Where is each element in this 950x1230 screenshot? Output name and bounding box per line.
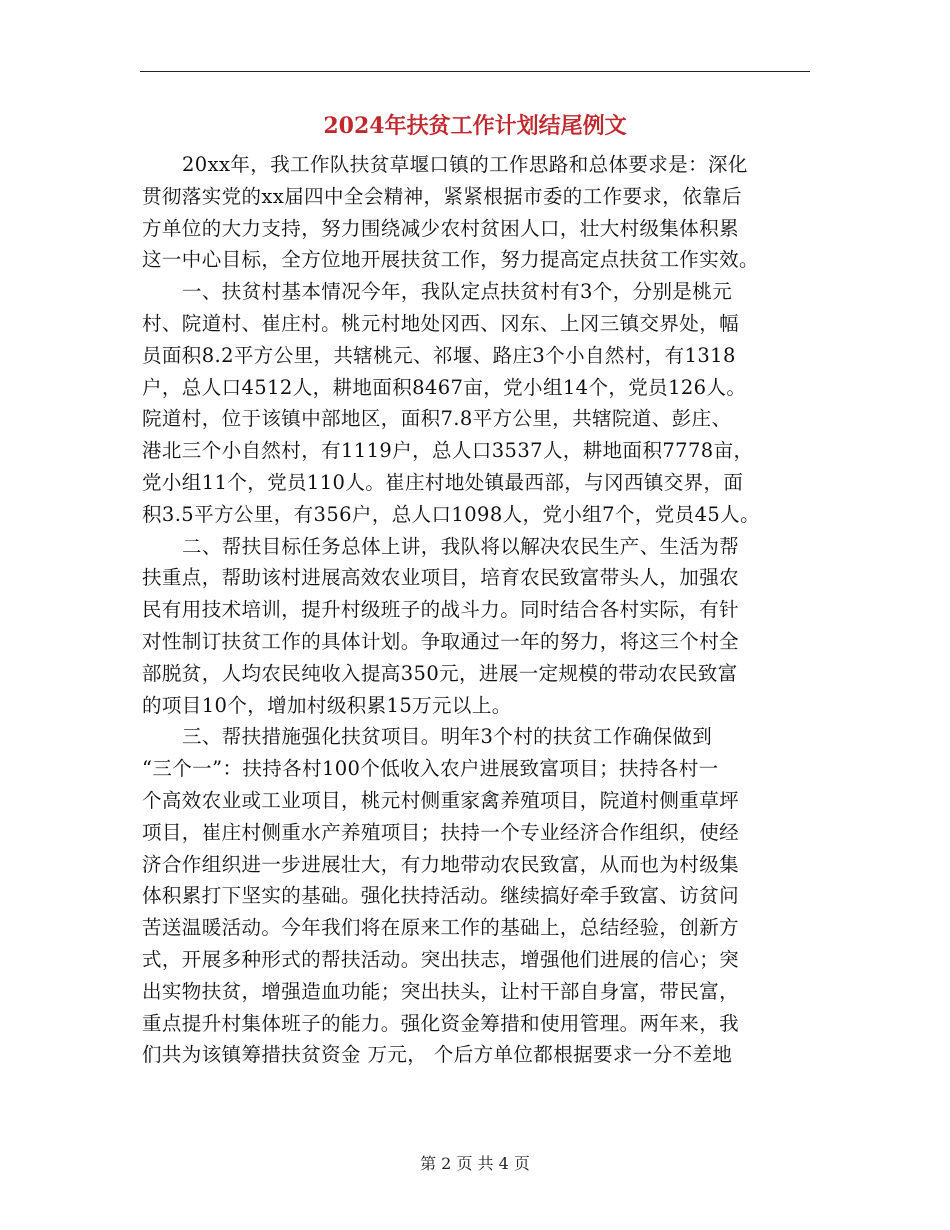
paragraph-line: 院道村，位于该镇中部地区，面积7.8平方公里，共辖院道、彭庄、 xyxy=(142,407,732,431)
paragraph-line: 方单位的大力支持，努力围绕减少农村贫困人口，壮大村级集体积累 xyxy=(142,216,740,240)
paragraph-line: “三个一”：扶持各村100个低收入农户进展致富项目；扶持各村一 xyxy=(142,757,719,781)
paragraph-line: 济合作组织进一步进展壮大，有力地带动农民致富，从而也为村级集 xyxy=(142,852,740,876)
paragraph-line: 部脱贫，人均农民纯收入提高350元，进展一定规模的带动农民致富 xyxy=(142,661,738,685)
paragraph-line: 式，开展多种形式的帮扶活动。突出扶志，增强他们进展的信心；突 xyxy=(142,947,740,971)
paragraph-line: 户，总人口4512人，耕地面积8467亩，党小组14个，党员126人。 xyxy=(142,375,747,399)
paragraph-line: 积3.5平方公里，有356户，总人口1098人，党小组7个，党员45人。 xyxy=(142,502,760,526)
paragraph-line: 出实物扶贫，增强造血功能；突出扶头，让村干部自身富，带民富， xyxy=(142,979,740,1003)
paragraph-line: 党小组11个，党员110人。崔庄村地处镇最西部，与冈西镇交界，面 xyxy=(142,470,744,494)
document-body xyxy=(142,149,814,1071)
paragraph-line: 体积累打下坚实的基础。强化扶持活动。继续搞好牵手致富、访贫问 xyxy=(142,884,740,908)
paragraph-line: 员面积8.2平方公里，共辖桃元、祁堰、路庄3个小自然村，有1318 xyxy=(142,343,736,367)
paragraph-line: 对性制订扶贫工作的具体计划。争取通过一年的努力，将这三个村全 xyxy=(142,629,740,653)
paragraph-line: 苦送温暖活动。今年我们将在原来工作的基础上，总结经验，创新方 xyxy=(142,916,740,940)
paragraph-line: 民有用技术培训，提升村级班子的战斗力。同时结合各村实际，有针 xyxy=(142,598,740,622)
paragraph-line: 扶重点，帮助该村进展高效农业项目，培育农民致富带头人，加强农 xyxy=(142,566,740,590)
header-rule xyxy=(140,71,810,72)
paragraph-line: 贯彻落实党的xx届四中全会精神，紧紧根据市委的工作要求，依靠后 xyxy=(142,184,742,208)
paragraph-line: 港北三个小自然村，有1119户，总人口3537人，耕地面积7778亩， xyxy=(142,439,754,463)
paragraph-line: 20xx年，我工作队扶贫草堰口镇的工作思路和总体要求是：深化 xyxy=(182,153,748,176)
document-title: 2024年扶贫工作计划结尾例文 xyxy=(323,113,627,139)
paragraph-line: 一、扶贫村基本情况今年，我队定点扶贫村有3个，分别是桃元 xyxy=(182,280,733,304)
paragraph-line: 重点提升村集体班子的能力。强化资金筹措和使用管理。两年来，我 xyxy=(142,1011,740,1035)
page-footer: 第 2 页 共 4 页 xyxy=(420,1154,530,1173)
paragraph-line: 三、帮扶措施强化扶贫项目。明年3个村的扶贫工作确保做到 xyxy=(182,725,713,749)
paragraph-line: 二、帮扶目标任务总体上讲，我队将以解决农民生产、生活为帮 xyxy=(182,534,740,558)
paragraph-line: 们共为该镇筹措扶贫资金 万元， 个后方单位都根据要求一分不差地 xyxy=(142,1043,733,1067)
paragraph-line: 这一中心目标，全方位地开展扶贫工作，努力提高定点扶贫工作实效。 xyxy=(142,248,759,272)
paragraph-line: 个高效农业或工业项目，桃元村侧重家禽养殖项目，院道村侧重草坪 xyxy=(142,788,740,812)
paragraph-line: 的项目10个，增加村级积累15万元以上。 xyxy=(142,693,512,717)
paragraph-line: 村、院道村、崔庄村。桃元村地处冈西、冈东、上冈三镇交界处，幅 xyxy=(142,311,740,335)
paragraph-line: 项目，崔庄村侧重水产养殖项目；扶持一个专业经济合作组织，使经 xyxy=(142,820,740,844)
